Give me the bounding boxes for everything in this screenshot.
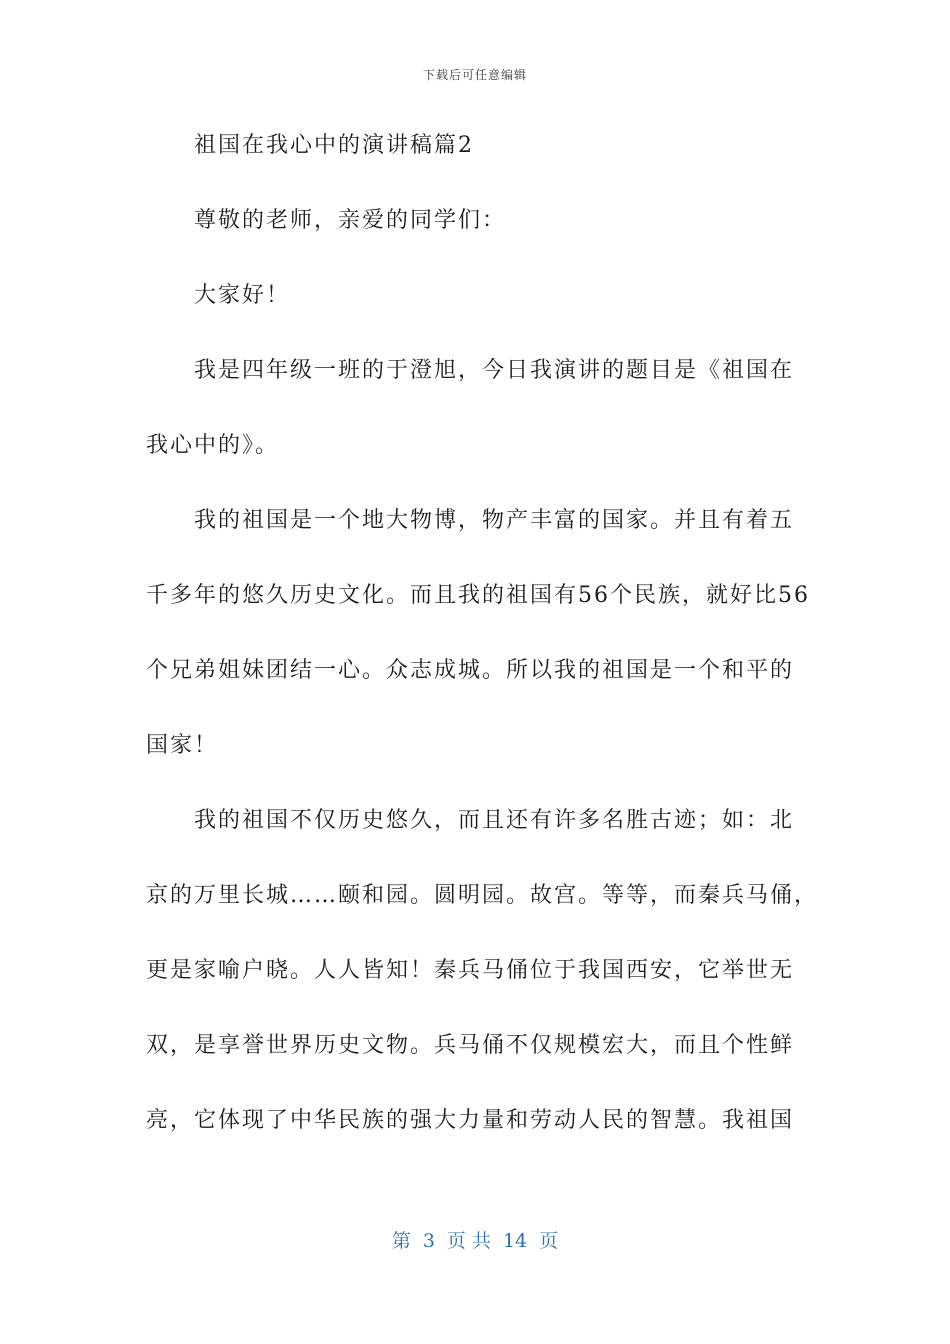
- paragraph-line: 京的万里长城……颐和园。圆明园。故宫。等等，而秦兵马俑，: [146, 883, 819, 908]
- greeting: 大家好！: [194, 283, 291, 308]
- paragraph-line: 我的祖国是一个地大物博，物产丰富的国家。并且有着五: [194, 508, 795, 533]
- paragraph-line: 我的祖国不仅历史悠久，而且还有许多名胜古迹；如：北: [194, 808, 795, 833]
- paragraph-line: 双，是享誉世界历史文物。兵马俑不仅规模宏大，而且个性鲜: [146, 1033, 795, 1058]
- footer-prefix: 第: [391, 1230, 411, 1252]
- paragraph-line: 个兄弟姐妹团结一心。众志成城。所以我的祖国是一个和平的: [146, 658, 795, 683]
- current-page-number: 3: [422, 1230, 435, 1252]
- paragraph-line: 亮，它体现了中华民族的强大力量和劳动人民的智慧。我祖国: [146, 1108, 795, 1133]
- paragraph-line: 我心中的》。: [146, 433, 280, 458]
- paragraph-line: 千多年的悠久历史文化。而且我的祖国有56个民族，就好比56: [146, 583, 810, 608]
- paragraph-line: 更是家喻户晓。人人皆知！秦兵马俑位于我国西安，它举世无: [146, 958, 795, 983]
- paragraph-line: 我是四年级一班的于澄旭，今日我演讲的题目是《祖国在: [194, 358, 795, 383]
- footer-middle: 页 共: [446, 1230, 491, 1252]
- paragraph-line: 国家！: [146, 733, 219, 758]
- footer-suffix: 页: [539, 1230, 559, 1252]
- page-footer: [0, 1226, 950, 1253]
- salutation: 尊敬的老师，亲爱的同学们：: [194, 208, 507, 233]
- header-note: 下载后可任意编辑: [422, 68, 527, 82]
- total-pages-number: 14: [502, 1230, 528, 1252]
- essay-title: 祖国在我心中的演讲稿篇2: [194, 133, 474, 158]
